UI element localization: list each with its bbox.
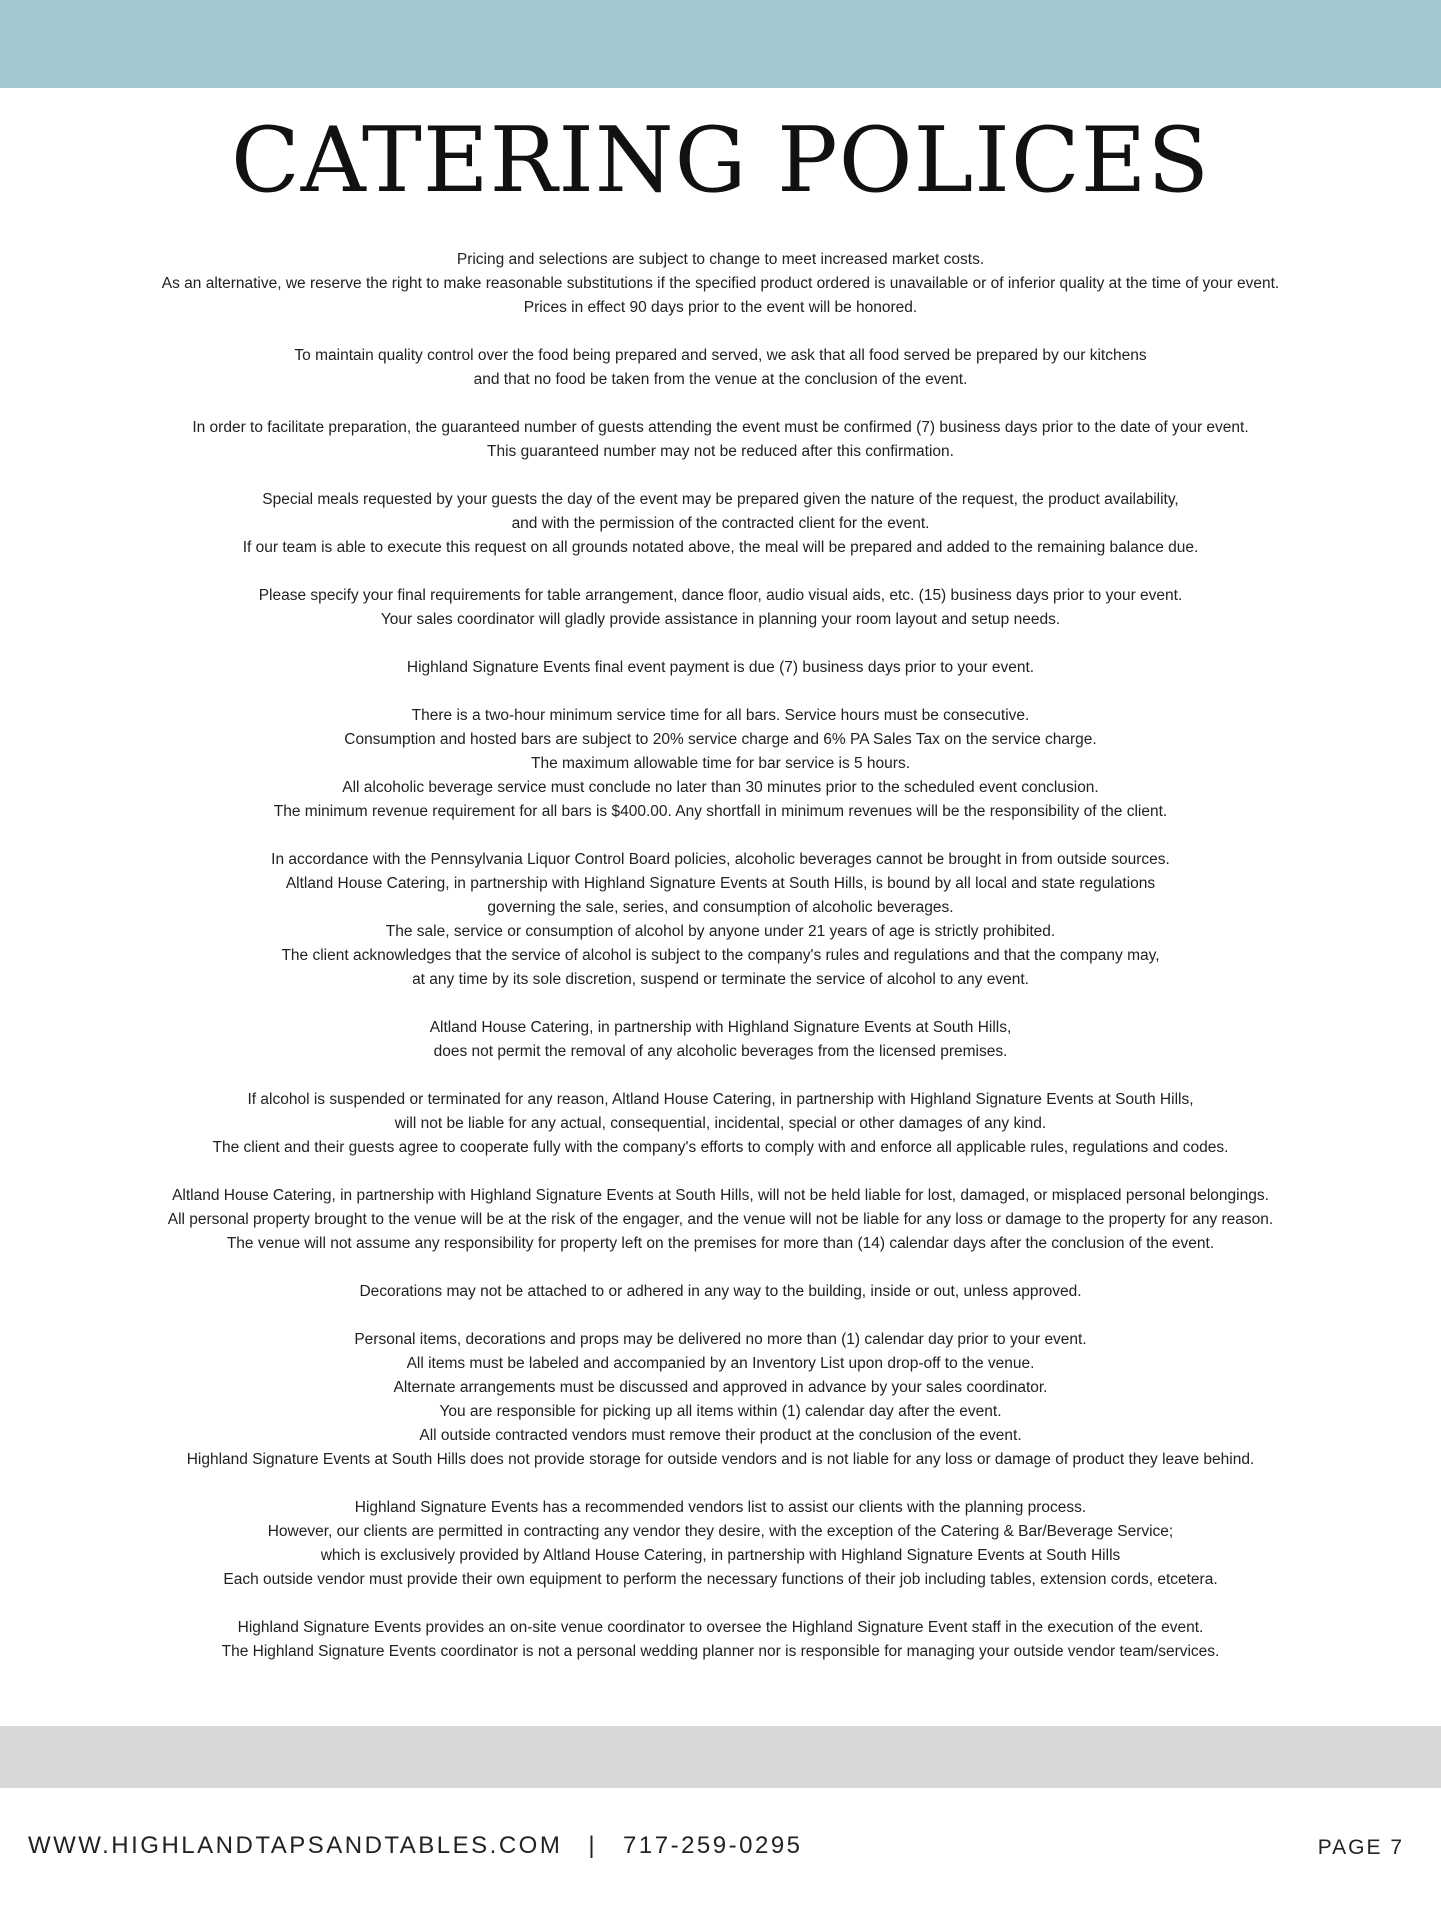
policy-paragraph-quality-control	[40, 344, 1401, 392]
policy-line: Consumption and hosted bars are subject to 20% service charge and 6% PA Sales Tax on the service charge.	[344, 731, 1097, 748]
policy-line: All outside contracted vendors must remove their product at the conclusion of the event.	[419, 1427, 1022, 1444]
policy-line: The client acknowledges that the service of alcohol is subject to the company's rules and regulations and that the company may,	[281, 947, 1160, 964]
policy-line: Altland House Catering, in partnership with Highland Signature Events at South Hills, is bound by all local and state regulations	[285, 875, 1156, 892]
policy-line: Highland Signature Events provides an on-site venue coordinator to oversee the Highland Signature Event staff in the execution of the event.	[237, 1619, 1204, 1636]
footer-website: WWW.HIGHLANDTAPSANDTABLES.COM	[28, 1832, 563, 1859]
policy-paragraph-payment	[40, 656, 1401, 680]
page-number: PAGE 7	[1317, 1836, 1404, 1859]
policy-paragraph-decorations	[40, 1280, 1401, 1304]
policy-line: This guaranteed number may not be reduced after this confirmation.	[487, 443, 954, 460]
policy-line: In order to facilitate preparation, the guaranteed number of guests attending the event must be confirmed (7) business days prior to the date of your event.	[192, 419, 1249, 436]
footer-separator: |	[588, 1832, 598, 1859]
policy-line: As an alternative, we reserve the right to make reasonable substitutions if the specified product ordered is unavailable or of inferior quality at the time of your event.	[161, 275, 1280, 292]
policy-paragraph-delivery	[40, 1328, 1401, 1472]
policy-line: If alcohol is suspended or terminated for any reason, Altland House Catering, in partnership with Highland Signature Events at South Hills,	[247, 1091, 1194, 1108]
policy-line: There is a two-hour minimum service time for all bars. Service hours must be consecutive.	[411, 707, 1030, 724]
policy-paragraph-bar-service	[40, 704, 1401, 824]
policy-line: The sale, service or consumption of alcohol by anyone under 21 years of age is strictly prohibited.	[385, 923, 1056, 940]
policy-line: The client and their guests agree to cooperate fully with the company's efforts to comply with and enforce all applicable rules, regulations and codes.	[212, 1139, 1229, 1156]
policy-paragraph-pricing	[40, 248, 1401, 320]
policy-line: Special meals requested by your guests the day of the event may be prepared given the nature of the request, the product availability,	[262, 491, 1179, 508]
policy-line: To maintain quality control over the food being prepared and served, we ask that all food served be prepared by our kitchens	[294, 347, 1147, 364]
policy-line: Prices in effect 90 days prior to the event will be honored.	[523, 299, 918, 316]
footer-phone: 717-259-0295	[623, 1832, 803, 1859]
policy-line: Highland Signature Events at South Hills does not provide storage for outside vendors and is not liable for any loss or damage of product they leave behind.	[186, 1451, 1255, 1468]
policy-line: Alternate arrangements must be discussed and approved in advance by your sales coordinator.	[393, 1379, 1048, 1396]
policy-line: If our team is able to execute this request on all grounds notated above, the meal will be prepared and added to the remaining balance due.	[242, 539, 1199, 556]
policy-paragraph-guest-count	[40, 416, 1401, 464]
policy-line: All personal property brought to the venue will be at the risk of the engager, and the venue will not be liable for any loss or damage to the property for any reason.	[167, 1211, 1274, 1228]
policy-line: will not be liable for any actual, consequential, incidental, special or other damages of any kind.	[394, 1115, 1047, 1132]
policy-paragraph-alcohol-removal	[40, 1016, 1401, 1064]
policy-line: The venue will not assume any responsibility for property left on the premises for more than (14) calendar days after the conclusion of the event.	[226, 1235, 1215, 1252]
policy-paragraph-personal-property	[40, 1184, 1401, 1256]
footer-gray-band	[0, 1726, 1441, 1788]
policy-line: Please specify your final requirements for table arrangement, dance floor, audio visual aids, etc. (15) business days prior to your event.	[258, 587, 1183, 604]
policy-line: Personal items, decorations and props may be delivered no more than (1) calendar day prior to your event.	[354, 1331, 1087, 1348]
policy-line: Highland Signature Events final event payment is due (7) business days prior to your event.	[406, 659, 1035, 676]
policy-line: The maximum allowable time for bar service is 5 hours.	[530, 755, 911, 772]
policy-line: All items must be labeled and accompanied by an Inventory List upon drop-off to the venue.	[406, 1355, 1035, 1372]
policy-line: at any time by its sole discretion, suspend or terminate the service of alcohol to any event.	[412, 971, 1029, 988]
policy-line: Each outside vendor must provide their own equipment to perform the necessary functions of their job including tables, extension cords, etcetera.	[223, 1571, 1218, 1588]
policy-line: Decorations may not be attached to or adhered in any way to the building, inside or out, unless approved.	[359, 1283, 1082, 1300]
policy-line: which is exclusively provided by Altland House Catering, in partnership with Highland Signature Events at South Hills	[320, 1547, 1121, 1564]
policy-paragraph-special-meals	[40, 488, 1401, 560]
policy-line: The minimum revenue requirement for all bars is $400.00. Any shortfall in minimum revenues will be the responsibility of the client.	[273, 803, 1168, 820]
policy-line: The Highland Signature Events coordinator is not a personal wedding planner nor is responsible for managing your outside vendor team/services.	[221, 1643, 1220, 1660]
policy-line: However, our clients are permitted in contracting any vendor they desire, with the exception of the Catering & Bar/Beverage Service;	[267, 1523, 1174, 1540]
policy-line: Altland House Catering, in partnership with Highland Signature Events at South Hills,	[429, 1019, 1012, 1036]
policy-line: Altland House Catering, in partnership with Highland Signature Events at South Hills, will not be held liable for lost, damaged, or misplaced personal belongings.	[172, 1187, 1269, 1204]
policy-line: All alcoholic beverage service must conclude no later than 30 minutes prior to the scheduled event conclusion.	[342, 779, 1099, 796]
policy-line: and that no food be taken from the venue at the conclusion of the event.	[473, 371, 968, 388]
policy-paragraph-vendors	[40, 1496, 1401, 1592]
policy-line: does not permit the removal of any alcoholic beverages from the licensed premises.	[433, 1043, 1008, 1060]
policy-line: and with the permission of the contracted client for the event.	[511, 515, 930, 532]
policy-paragraph-alcohol-liability	[40, 1088, 1401, 1160]
policy-paragraph-liquor-control	[40, 848, 1401, 992]
policy-line: In accordance with the Pennsylvania Liquor Control Board policies, alcoholic beverages cannot be brought in from outside sources.	[271, 851, 1170, 868]
policy-line: Your sales coordinator will gladly provide assistance in planning your room layout and setup needs.	[380, 611, 1061, 628]
policy-line: Pricing and selections are subject to change to meet increased market costs.	[456, 251, 985, 268]
policy-paragraph-requirements	[40, 584, 1401, 632]
policy-content	[40, 248, 1401, 1688]
policy-line: Highland Signature Events has a recommended vendors list to assist our clients with the planning process.	[354, 1499, 1087, 1516]
footer-contact	[28, 1832, 803, 1860]
page-title: CATERING POLICES	[230, 108, 1211, 213]
policy-paragraph-coordinator	[40, 1616, 1401, 1664]
policy-line: You are responsible for picking up all items within (1) calendar day after the event.	[439, 1403, 1002, 1420]
policy-line: governing the sale, series, and consumption of alcoholic beverages.	[487, 899, 954, 916]
top-color-band	[0, 0, 1441, 88]
